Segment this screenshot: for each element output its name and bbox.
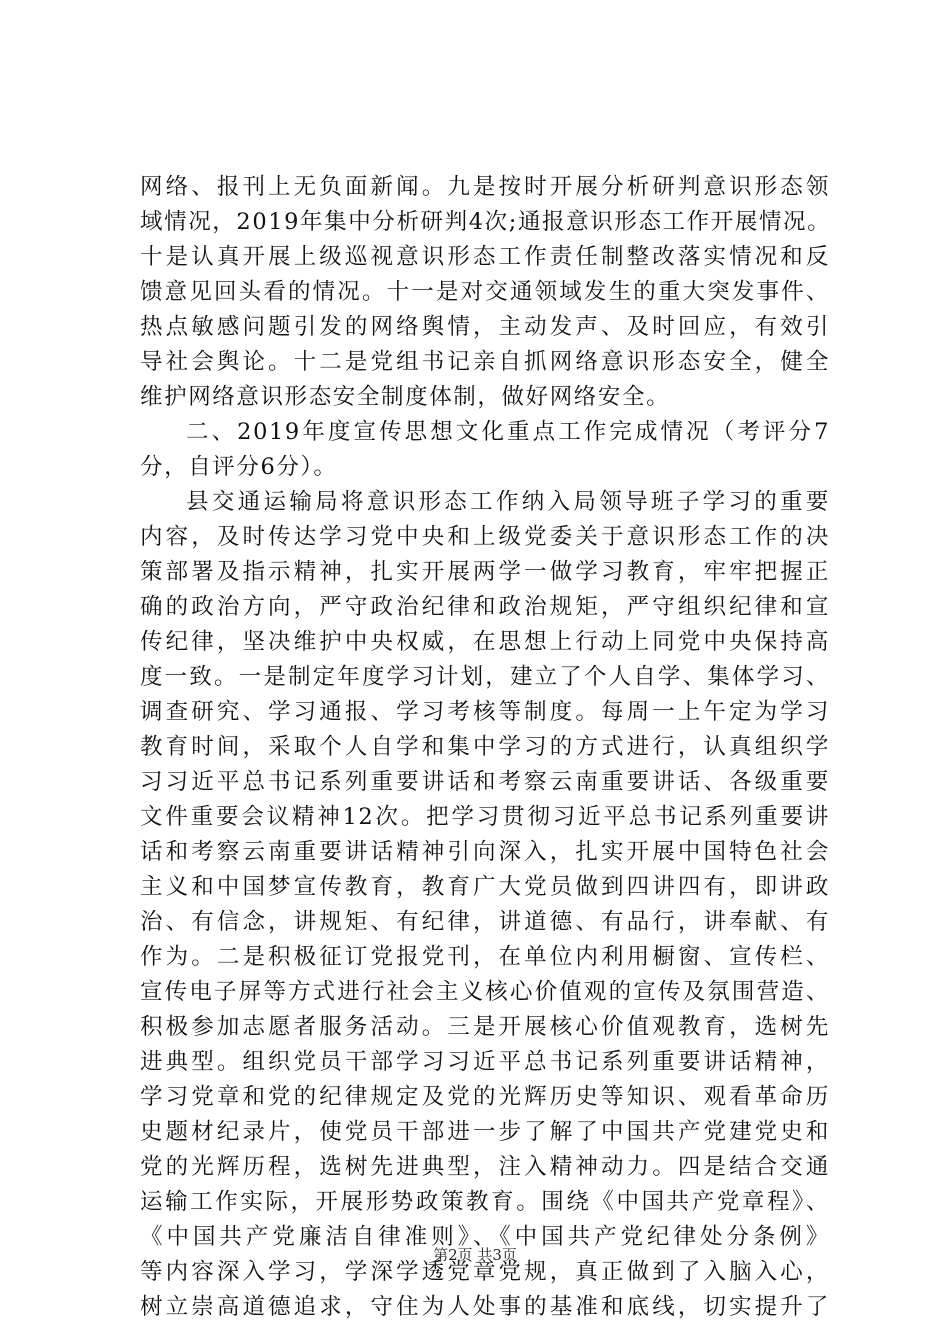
text-line: 宣传电子屏等方式进行社会主义核心价值观的宣传及氛围营造、 <box>140 979 830 1005</box>
text-line: 党的光辉历程，选树先进典型，注入精神动力。四是结合交通 <box>140 1154 830 1180</box>
text-line: 馈意见回头看的情况。十一是对交通领域发生的重大突发事件、 <box>140 279 830 305</box>
text-line: 文件重要会议精神12次。把学习贯彻习近平总书记系列重要讲 <box>140 804 830 830</box>
text-line: 县交通运输局将意识形态工作纳入局领导班子学习的重要 <box>186 489 830 515</box>
text-line: 进典型。组织党员干部学习习近平总书记系列重要讲话精神， <box>140 1049 830 1075</box>
text-line: 内容，及时传达学习党中央和上级党委关于意识形态工作的决 <box>140 524 830 550</box>
section-heading-line: 二、2019年度宣传思想文化重点工作完成情况（考评分7 <box>186 419 830 445</box>
text-line: 热点敏感问题引发的网络舆情，主动发声、及时回应，有效引 <box>140 314 830 340</box>
text-line: 维护网络意识形态安全制度体制，做好网络安全。 <box>140 384 671 410</box>
text-line: 网络、报刊上无负面新闻。九是按时开展分析研判意识形态领 <box>140 174 830 200</box>
text-line: 作为。二是积极征订党报党刊，在单位内利用橱窗、宣传栏、 <box>140 944 830 970</box>
text-line: 确的政治方向，严守政治纪律和政治规矩，严守组织纪律和宣 <box>140 594 830 620</box>
text-line: 话和考察云南重要讲话精神引向深入，扎实开展中国特色社会 <box>140 839 830 865</box>
page-number-footer: 第2页 共3页 <box>433 1246 517 1264</box>
text-line: 策部署及指示精神，扎实开展两学一做学习教育，牢牢把握正 <box>140 559 830 585</box>
text-line: 树立崇高道德追求，守住为人处事的基准和底线，切实提升了 <box>140 1294 830 1320</box>
text-line: 调查研究、学习通报、学习考核等制度。每周一上午定为学习 <box>140 699 830 725</box>
text-line: 积极参加志愿者服务活动。三是开展核心价值观教育，选树先 <box>140 1014 830 1040</box>
text-line: 运输工作实际，开展形势政策教育。围绕《中国共产党章程》、 <box>140 1189 830 1215</box>
text-line: 十是认真开展上级巡视意识形态工作责任制整改落实情况和反 <box>140 244 830 270</box>
text-line: 度一致。一是制定年度学习计划，建立了个人自学、集体学习、 <box>140 664 830 690</box>
text-line: 导社会舆论。十二是党组书记亲自抓网络意识形态安全，健全 <box>140 349 830 375</box>
document-body <box>140 170 830 1325</box>
text-line: 史题材纪录片，使党员干部进一步了解了中国共产党建党史和 <box>140 1119 830 1145</box>
text-line: 主义和中国梦宣传教育，教育广大党员做到四讲四有，即讲政 <box>140 874 830 900</box>
text-line: 治、有信念，讲规矩、有纪律，讲道德、有品行，讲奉献、有 <box>140 909 830 935</box>
text-line: 域情况，2019年集中分析研判4次;通报意识形态工作开展情况。 <box>140 209 832 235</box>
text-line: 传纪律，坚决维护中央权威，在思想上行动上同党中央保持高 <box>140 629 830 655</box>
text-line: 等内容深入学习，学深学透党章党规，真正做到了入脑入心， <box>140 1259 830 1285</box>
text-line: 教育时间，采取个人自学和集中学习的方式进行，认真组织学 <box>140 734 830 760</box>
section-heading-line: 分，自评分6分）。 <box>140 454 338 480</box>
text-line: 学习党章和党的纪律规定及党的光辉历史等知识、观看革命历 <box>140 1084 830 1110</box>
text-line: 《中国共产党廉洁自律准则》、《中国共产党纪律处分条例》 <box>140 1224 830 1250</box>
text-line: 习习近平总书记系列重要讲话和考察云南重要讲话、各级重要 <box>140 769 830 795</box>
